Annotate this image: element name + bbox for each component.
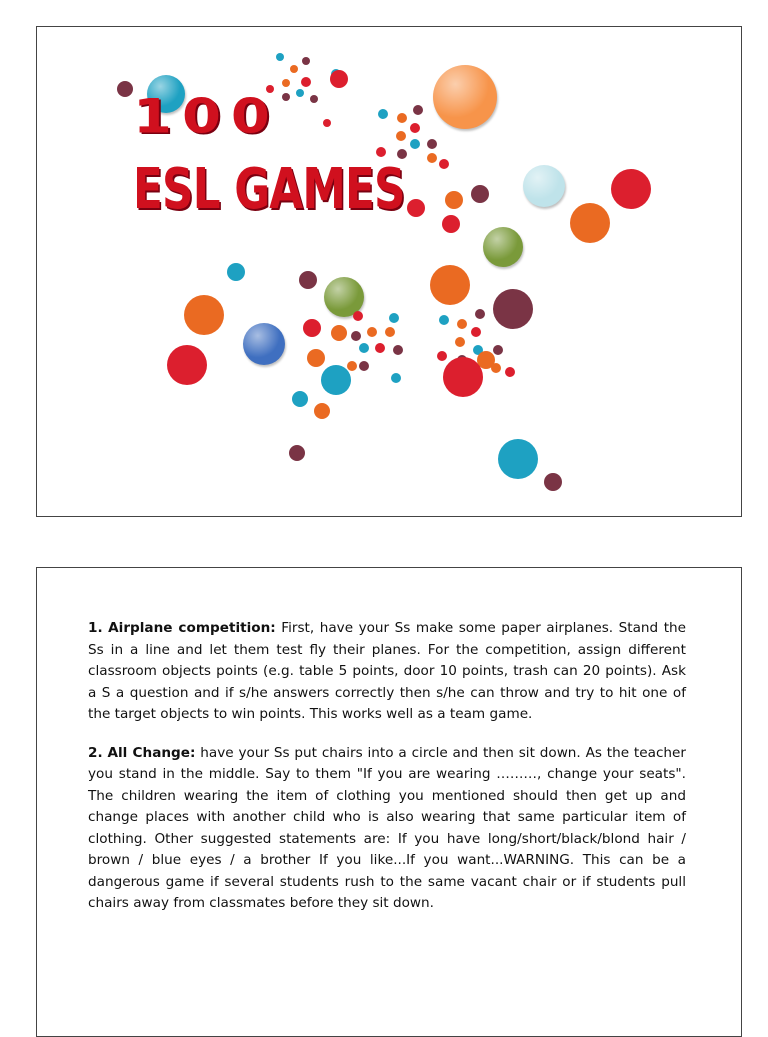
decorative-dot (391, 373, 401, 383)
decorative-dot (376, 147, 386, 157)
decorative-dot (367, 327, 377, 337)
decorative-dot (359, 361, 369, 371)
decorative-dot (378, 109, 388, 119)
decorative-dot (483, 227, 523, 267)
decorative-dot (184, 295, 224, 335)
decorative-dot (243, 323, 285, 365)
game-number: 1. (88, 620, 103, 636)
decorative-dot (289, 445, 305, 461)
decorative-dot (396, 131, 406, 141)
decorative-dot (427, 139, 437, 149)
decorative-dot (443, 357, 483, 397)
decorative-dot (351, 331, 361, 341)
game-name: Airplane competition: (108, 620, 276, 636)
decorative-dot (523, 165, 565, 207)
decorative-dot (442, 215, 460, 233)
decorative-dot (493, 289, 533, 329)
games-list (88, 618, 686, 932)
decorative-dot (310, 95, 318, 103)
decorative-dot (292, 391, 308, 407)
decorative-dot (282, 79, 290, 87)
decorative-dot (276, 53, 284, 61)
decorative-dot (413, 105, 423, 115)
decorative-dot (330, 70, 348, 88)
decorative-dot (307, 349, 325, 367)
decorative-dot (296, 89, 304, 97)
decorative-dot (299, 271, 317, 289)
decorative-dot (430, 265, 470, 305)
decorative-dot (455, 337, 465, 347)
decorative-dot (445, 191, 463, 209)
decorative-dot (314, 403, 330, 419)
decorative-dot (410, 123, 420, 133)
decorative-dot (375, 343, 385, 353)
decorative-dot (389, 313, 399, 323)
content-page (36, 567, 742, 1037)
decorative-dot (407, 199, 425, 217)
decorative-dot (321, 365, 351, 395)
decorative-dot (410, 139, 420, 149)
decorative-dot (427, 153, 437, 163)
decorative-dot (471, 327, 481, 337)
decorative-dot (493, 345, 503, 355)
cover-title-number: 100 (133, 89, 280, 145)
decorative-dot (303, 319, 321, 337)
decorative-dot (611, 169, 651, 209)
decorative-dot (385, 327, 395, 337)
decorative-dot (117, 81, 133, 97)
decorative-dot (331, 325, 347, 341)
decorative-dot (570, 203, 610, 243)
decorative-dot (353, 311, 363, 321)
decorative-dot (323, 119, 331, 127)
decorative-dot (433, 65, 497, 129)
decorative-dot (457, 319, 467, 329)
decorative-dot (393, 345, 403, 355)
decorative-dot (439, 159, 449, 169)
game-description: First, have your Ss make some paper airplanes. Stand the Ss in a line and let them test fly their planes. For the competition, assign different classroom objects points (e.g. table 5 points, door 10 points, trash can 20 points). Ask a S a question and if s/he answers correctly then s/he can throw and try to hit one of the target objects to win points. This works well as a team game. (88, 620, 687, 722)
cover-title-text: ESL GAMES (133, 157, 405, 222)
cover-page (36, 26, 742, 517)
decorative-dot (475, 309, 485, 319)
decorative-dot (397, 113, 407, 123)
decorative-dot (282, 93, 290, 101)
decorative-dot (505, 367, 515, 377)
decorative-dot (167, 345, 207, 385)
decorative-dot (544, 473, 562, 491)
game-item (88, 743, 686, 915)
decorative-dot (491, 363, 501, 373)
decorative-dot (290, 65, 298, 73)
game-name: All Change: (107, 744, 196, 761)
game-number: 2. (88, 744, 103, 761)
decorative-dot (471, 185, 489, 203)
decorative-dot (302, 57, 310, 65)
decorative-dot (347, 361, 357, 371)
decorative-dot (439, 315, 449, 325)
decorative-dot (498, 439, 538, 479)
decorative-dot (359, 343, 369, 353)
game-description: have your Ss put chairs into a circle and then sit down. As the teacher you stand in the middle. Say to them "If you are wearing ………, change your seats". The children wearing the item of clothing you mentioned should then get up and change places with another child who is also wearing that same particular item of clothing. Other suggested statements are: If you have long/short/black/blond hair / brown / blue eyes / a brother If you like...If you want...WARNING. This can be a dangerous game if several students rush to the same vacant chair or if students pull chairs away from classmates before they sit down. (88, 744, 686, 911)
decorative-dot (227, 263, 245, 281)
decorative-dot (437, 351, 447, 361)
decorative-dot (301, 77, 311, 87)
game-item (88, 618, 686, 726)
